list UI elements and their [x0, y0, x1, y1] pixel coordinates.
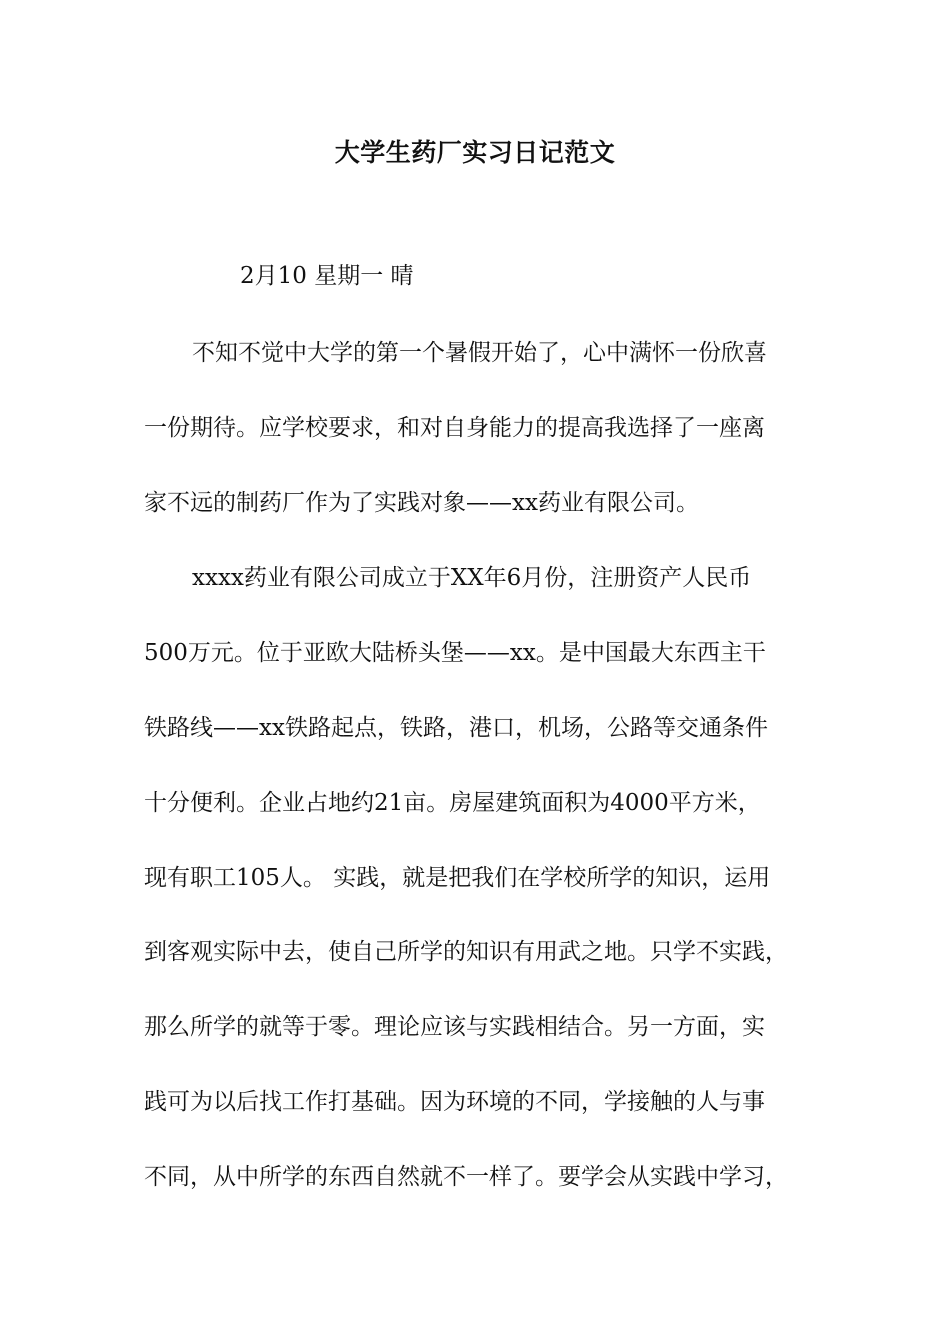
paragraph-line: 不知不觉中大学的第一个暑假开始了，心中满怀一份欣喜	[192, 340, 767, 366]
paragraph-line: 500万元。位于亚欧大陆桥头堡——xx。是中国最大东西主干	[144, 640, 766, 666]
paragraph-line: 那么所学的就等于零。理论应该与实践相结合。另一方面，实	[144, 1014, 765, 1040]
paragraph-line: 十分便利。企业占地约21亩。房屋建筑面积为4000平方米，	[144, 790, 761, 816]
document-title: 大学生药厂实习日记范文	[334, 138, 616, 167]
paragraph-line: xxxx药业有限公司成立于XX年6月份，注册资产人民币	[192, 565, 752, 591]
date-line: 2月10 星期一 晴	[240, 263, 414, 289]
paragraph-line: 践可为以后找工作打基础。因为环境的不同，学接触的人与事	[144, 1089, 765, 1115]
paragraph-line: 不同，从中所学的东西自然就不一样了。要学会从实践中学习，	[144, 1164, 788, 1190]
paragraph-line: 现有职工105人。 实践，就是把我们在学校所学的知识，运用	[144, 865, 771, 891]
paragraph-line: 到客观实际中去，使自己所学的知识有用武之地。只学不实践，	[144, 939, 788, 965]
paragraph-line: 铁路线——xx铁路起点，铁路，港口，机场，公路等交通条件	[144, 715, 768, 741]
paragraph-line: 家不远的制药厂作为了实践对象——xx药业有限公司。	[144, 490, 699, 516]
paragraph-line: 一份期待。应学校要求，和对自身能力的提高我选择了一座离	[144, 415, 765, 441]
